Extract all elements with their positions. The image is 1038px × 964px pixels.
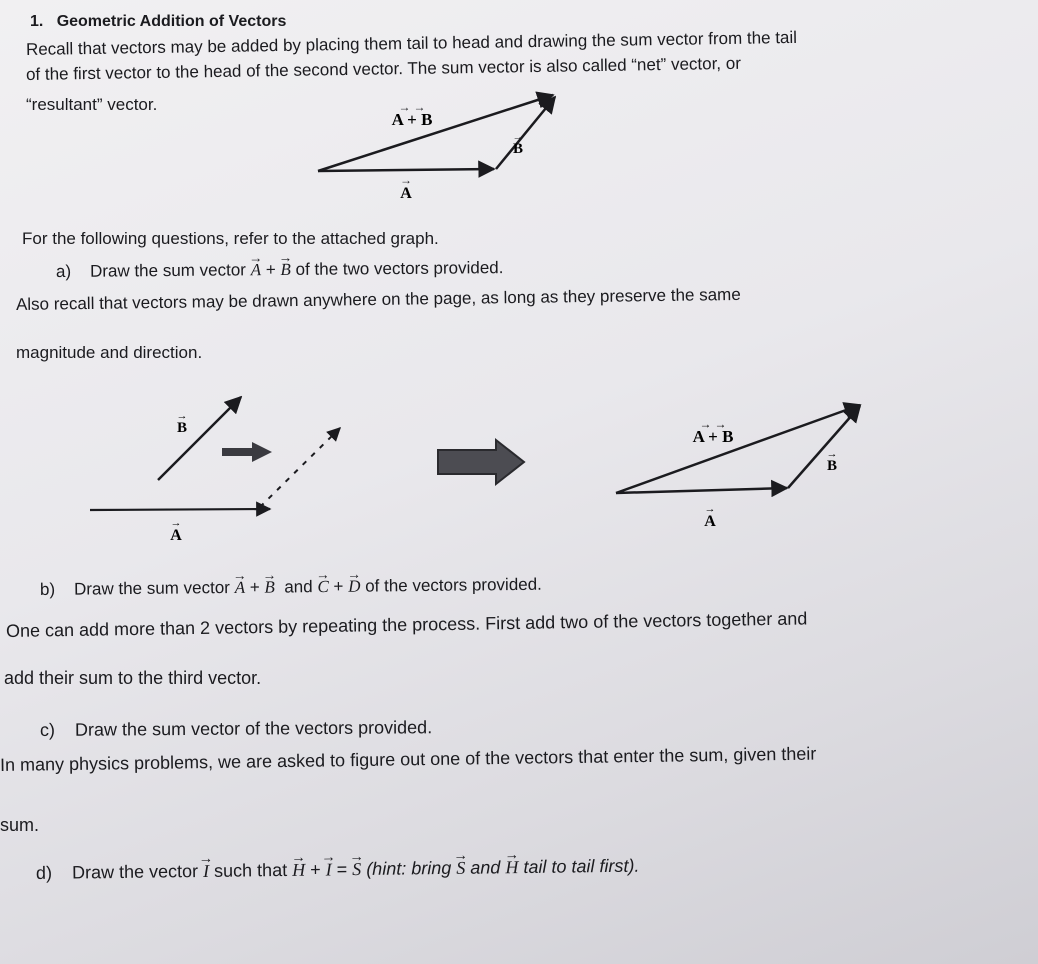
fig2-small-arrow-shaft — [222, 448, 254, 456]
fig2-right-sum-label: A + B — [692, 427, 734, 446]
question-d-hint-vector-s: → S — [456, 855, 465, 883]
question-b-and: and — [284, 577, 313, 597]
question-d-equals: = — [336, 859, 348, 880]
question-d-vector-h: → H — [292, 857, 305, 885]
question-d-such-that: such that — [213, 859, 288, 881]
question-a — [56, 255, 504, 285]
fig1-vector-b — [496, 97, 555, 169]
question-b-vector-a: → A — [235, 575, 246, 601]
fig2-right-b-label: B — [826, 458, 838, 474]
question-a-marker: a) — [55, 261, 72, 281]
question-a-pre: Draw the sum vector — [89, 260, 246, 281]
svg-text:→ →: → → — [398, 100, 426, 114]
fig2-vector-b-shifted — [260, 428, 340, 507]
physics-line-1: In many physics problems, we are asked to figure out one of the vectors that enter the sum, given their — [0, 743, 817, 775]
fig1-b-label: B — [512, 141, 524, 157]
intro-line-2: of the first vector to the head of the second vector. The sum vector is also called “net” vector, or — [25, 53, 742, 84]
question-a-post: of the two vectors provided. — [295, 258, 504, 279]
question-b-vector-c: → C — [317, 574, 329, 600]
question-c-text: Draw the sum vector of the vectors provided. — [74, 717, 433, 740]
question-d-vector-i2: → I — [326, 856, 332, 884]
question-d-plus: + — [310, 859, 321, 880]
question-a-vector-a: → A — [251, 257, 262, 283]
fig1-sum-label: A + B — [391, 110, 433, 129]
fig1-a-label: A — [400, 185, 412, 202]
svg-text:→: → — [176, 410, 188, 422]
question-d-hint-pre: (hint: bring — [366, 857, 452, 879]
question-b-vector-d: → D — [348, 574, 361, 600]
question-d-marker: d) — [35, 862, 53, 883]
question-d-pre: Draw the vector — [71, 861, 199, 883]
question-b-op2: + — [333, 576, 344, 596]
fig2-vector-b — [158, 397, 241, 480]
svg-text:→: → — [170, 517, 182, 529]
fig2-b-label: B — [176, 420, 188, 436]
question-b-pre: Draw the sum vector — [73, 578, 231, 599]
big-transition-arrow — [438, 440, 524, 484]
question-d-vector-s: → S — [352, 856, 361, 884]
svg-text:→: → — [826, 448, 838, 460]
question-a-vector-b: → B — [280, 257, 291, 283]
fig1-vector-a — [318, 169, 494, 171]
question-b-op1: + — [249, 577, 260, 597]
intro-line-1: Recall that vectors may be added by placing them tail to head and drawing the sum vector from the tail — [25, 27, 798, 59]
question-d-hint-vector-h: → H — [505, 854, 518, 882]
recall2-line-2: magnitude and direction. — [16, 343, 203, 362]
figure-2-separate-vectors — [90, 397, 340, 544]
question-c-marker: c) — [39, 719, 56, 740]
svg-text:→: → — [704, 503, 716, 515]
question-b-vector-b: → B — [264, 575, 275, 601]
refer-text: For the following questions, refer to the attached graph. — [22, 229, 439, 248]
question-b-post: of the vectors provided. — [365, 574, 542, 596]
intro-line-3: “resultant” vector. — [26, 95, 158, 114]
figure-1-vector-triangle — [318, 95, 555, 202]
question-b — [40, 572, 542, 604]
fig2-a-label: A — [170, 527, 182, 544]
recall2-line-1: Also recall that vectors may be drawn anywhere on the page, as long as they preserve the same — [15, 284, 741, 314]
svg-text:→: → — [400, 173, 412, 187]
section-heading — [30, 10, 286, 35]
question-d-hint-post: tail to tail first). — [523, 855, 640, 878]
question-d-vector-i: → I — [203, 858, 209, 886]
question-c — [40, 714, 432, 745]
fig2-right-vector-a — [616, 488, 787, 493]
physics-line-2: sum. — [0, 815, 40, 835]
fig2-small-arrow-head — [252, 442, 272, 462]
figure-2-vector-triangle — [616, 405, 860, 530]
question-d-hint-and: and — [470, 857, 501, 878]
more-line-1: One can add more than 2 vectors by repeating the process. First add two of the vectors together and — [5, 608, 808, 641]
fig2-vector-a — [90, 509, 270, 510]
more-line-2: add their sum to the third vector. — [4, 668, 262, 688]
svg-text:→: → — [512, 131, 524, 143]
question-a-op: + — [265, 260, 276, 280]
section-title: Geometric Addition of Vectors — [56, 13, 287, 30]
fig2-right-a-label: A — [704, 513, 716, 530]
svg-text:→ →: → → — [699, 417, 727, 431]
section-number: 1. — [30, 13, 44, 30]
question-b-marker: b) — [39, 579, 56, 599]
